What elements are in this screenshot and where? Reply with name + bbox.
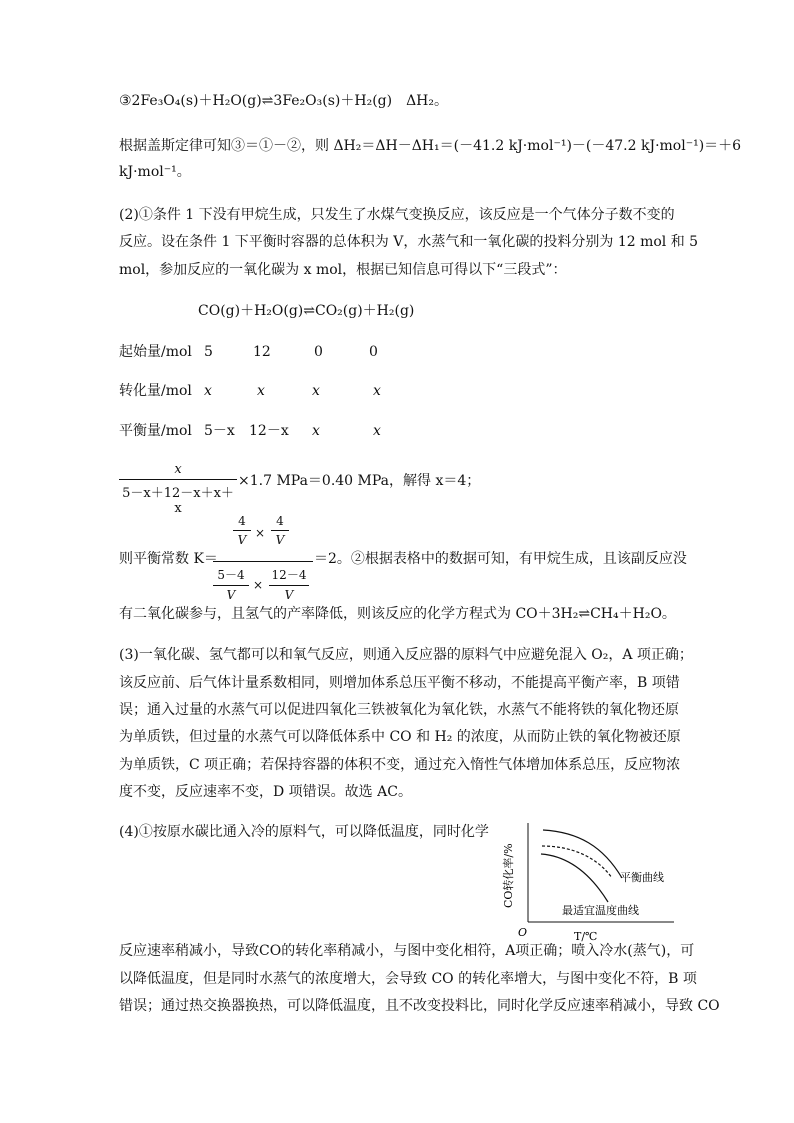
times-sign: × <box>255 526 266 540</box>
table-row-change <box>119 381 419 401</box>
cell: 12 <box>253 344 271 360</box>
part2-line2: 反应。设在条件 1 下平衡时容器的总体积为 V，水蒸气和一氧化碳的投料分别为 12 mol 和 5 <box>119 234 699 250</box>
frac-8-over-v <box>269 566 309 602</box>
part3-line5: 为单质铁，C 项正确；若保持容器的体积不变，通过充入惰性气体增加体系总压，反应物浓 <box>119 757 681 773</box>
conversion-vs-temperature-figure <box>498 818 678 944</box>
hess-law-unit: kJ·mol⁻¹。 <box>119 164 191 180</box>
equilibrium-curve-label: 平衡曲线 <box>620 871 664 884</box>
k-numerator <box>213 514 313 562</box>
part2-line3: mol，参加反应的一氧化碳为 x mol，根据已知信息可得以下“三段式”： <box>119 262 567 278</box>
row-label: 平衡量/mol <box>119 423 192 439</box>
cell: x <box>312 423 320 439</box>
cell: 5 <box>204 344 213 360</box>
part4-line2: 反应速率稍减小，导致CO的转化率稍减小，与图中变化相符，A项正确；喷入冷水(蒸气)，可 <box>119 943 695 959</box>
k-denominator <box>213 562 313 609</box>
table-equation: CO(g)＋H₂O(g)⇌CO₂(g)＋H₂(g) <box>198 303 415 319</box>
origin-label: O <box>518 926 528 939</box>
times-sign: × <box>253 578 264 592</box>
n1: 4 <box>233 514 251 531</box>
equation-3: ③2Fe₃O₄(s)＋H₂O(g)⇌3Fe₂O₃(s)＋H₂(g) ΔH₂。 <box>119 93 449 109</box>
frac-1-over-v <box>213 566 249 602</box>
k-fraction <box>213 514 313 609</box>
cell: x <box>312 383 320 399</box>
cell: 12－x <box>249 423 289 439</box>
frac-4-over-v <box>233 514 251 547</box>
part3-line1: (3)一氧化碳、氢气都可以和氧气反应，则通入反应器的原料气中应避免混入 O₂，A 项正确； <box>119 647 693 663</box>
cell: 0 <box>314 344 323 360</box>
part3-line6: 度不变，反应速率不变，D 项错误。故选 AC。 <box>119 784 412 800</box>
d2: V <box>275 533 285 547</box>
cell: 0 <box>369 344 378 360</box>
optimal-temperature-curve <box>541 854 608 902</box>
fraction-denominator: 5－x＋12－x＋x＋x <box>122 486 234 516</box>
part3-line2: 该反应前、后气体计量系数相同，则增加体系总压平衡不移动，不能提高平衡产率，B 项错 <box>119 675 680 691</box>
x-axis-label: T/℃ <box>574 930 598 943</box>
n4: 12－4 <box>269 566 309 586</box>
d3: V <box>226 588 236 602</box>
pressure-fraction <box>119 462 237 516</box>
hess-law-line: 根据盖斯定律可知③＝①－②，则 ΔH₂＝ΔH－ΔH₁＝(－41.2 kJ·mol⁻¹)－(－47.2 kJ·mol⁻¹)＝＋6 <box>119 138 742 154</box>
part3-line3: 误；通入过量的水蒸气可以促进四氧化三铁被氧化为氧化铁，水蒸气不能将铁的氧化物还原 <box>119 702 679 718</box>
d1: V <box>237 533 247 547</box>
k-suffix: ＝2。②根据表格中的数据可知，有甲烷生成，且该副反应没 <box>314 551 687 567</box>
cell: x <box>204 383 212 399</box>
part4-line3: 以降低温度，但是同时水蒸气的浓度增大，会导致 CO 的转化率增大，与图中变化不符，B 项 <box>119 971 697 987</box>
dashed-curve <box>542 846 612 878</box>
d4: V <box>284 588 294 602</box>
row-label: 转化量/mol <box>119 383 192 399</box>
row-label: 起始量/mol <box>119 344 192 360</box>
y-axis-label: CO转化率/% <box>502 843 515 908</box>
n3: 5－4 <box>213 566 249 586</box>
part2-line1: (2)①条件 1 下没有甲烷生成，只发生了水煤气变换反应，该反应是一个气体分子数不变的 <box>119 207 675 223</box>
k-prefix: 则平衡常数 K＝ <box>119 551 218 567</box>
table-row-equilibrium <box>119 421 419 441</box>
part4-line1: (4)①按原水碳比通入冷的原料气，可以降低温度，同时化学 <box>119 824 489 840</box>
table-row-initial <box>119 342 419 362</box>
cell: x <box>257 383 265 399</box>
cell: x <box>373 423 381 439</box>
cell: x <box>373 383 381 399</box>
pressure-equation: ×1.7 MPa＝0.40 MPa，解得 x＝4； <box>238 473 481 489</box>
n2: 4 <box>271 514 289 531</box>
frac-4-over-v <box>271 514 289 547</box>
part4-line4: 错误；通过热交换器换热，可以降低温度，且不改变投料比，同时化学反应速率稍减小，导致 CO <box>119 998 720 1014</box>
fraction-numerator: x <box>119 462 237 480</box>
side-reaction-line: 有二氧化碳参与，且氢气的产率降低，则该反应的化学方程式为 CO＋3H₂⇌CH₄＋H₂O。 <box>119 606 676 622</box>
optimal-curve-label: 最适宜温度曲线 <box>562 904 639 917</box>
cell: 5－x <box>204 423 235 439</box>
part3-line4: 为单质铁，但过量的水蒸气可以降低体系中 CO 和 H₂ 的浓度，从而防止铁的氧化物被还原 <box>119 729 681 745</box>
